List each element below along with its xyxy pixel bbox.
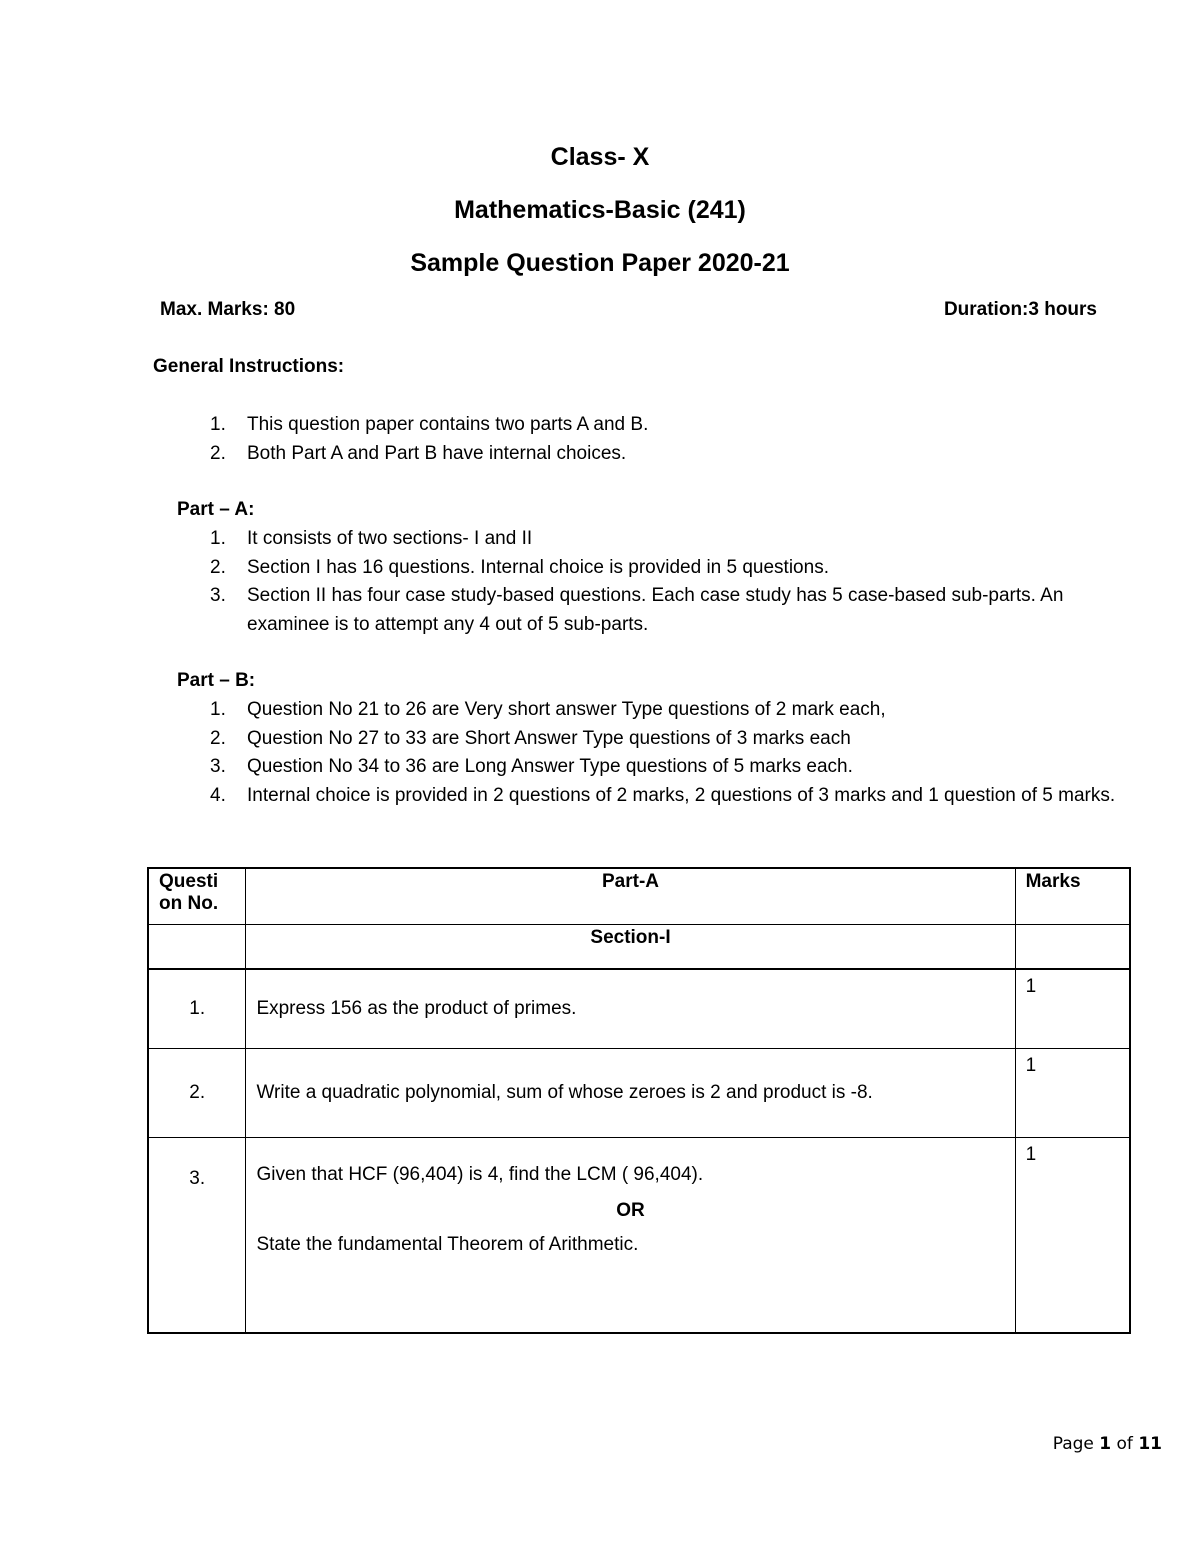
max-marks: Max. Marks: 80 bbox=[160, 299, 296, 320]
part-b-heading: Part – B: bbox=[177, 670, 256, 691]
list-item: 2. Question No 27 to 33 are Short Answer Type questions of 3 marks each bbox=[210, 727, 851, 749]
part-a-heading: Part – A: bbox=[177, 499, 255, 520]
duration: Duration:3 hours bbox=[943, 299, 1097, 320]
list-item: 3. Question No 34 to 36 are Long Answer Type questions of 5 marks each. bbox=[210, 756, 853, 777]
page-total: 11 bbox=[1138, 1434, 1162, 1454]
list-item: 2. Section I has 16 questions. Internal choice is provided in 5 questions. bbox=[210, 556, 829, 578]
question-number: 2. bbox=[148, 1049, 246, 1138]
question-marks: 1 bbox=[1015, 1138, 1130, 1333]
general-instructions-heading: General Instructions: bbox=[153, 356, 345, 377]
list-item: 1. It consists of two sections- I and II bbox=[210, 528, 533, 549]
list-item: 4. Internal choice is provided in 2 questions of 2 marks, 2 questions of 3 marks and 1 question of 5 marks. bbox=[210, 784, 1116, 806]
question-number: 1. bbox=[148, 969, 246, 1049]
list-item: 1. This question paper contains two parts A and B. bbox=[210, 414, 649, 435]
col-header-part: Part-A bbox=[246, 868, 1015, 924]
table-header-row bbox=[148, 868, 1130, 924]
table-row bbox=[148, 969, 1130, 1049]
section-label: Section-I bbox=[246, 924, 1015, 969]
class-title: Class- X bbox=[550, 143, 650, 171]
page-footer bbox=[1053, 1434, 1162, 1454]
table-row bbox=[148, 1138, 1130, 1333]
part-b-list bbox=[190, 696, 1175, 810]
page-label: Page bbox=[1052, 1434, 1094, 1454]
question-marks: 1 bbox=[1015, 969, 1130, 1049]
question-marks: 1 bbox=[1015, 1049, 1130, 1138]
col-header-marks: Marks bbox=[1015, 868, 1130, 924]
page-number: 1 bbox=[1099, 1434, 1112, 1454]
page-of: of bbox=[1116, 1434, 1133, 1454]
question-text: Express 156 as the product of primes. bbox=[246, 969, 1015, 1049]
question-text: Given that HCF (96,404) is 4, find the LCM ( 96,404). bbox=[256, 1164, 704, 1185]
list-item: 3. Section II has four case study-based questions. Each case study has 5 case-based sub-parts. An examinee is to attempt any 4 out of 5 sub-parts. bbox=[210, 585, 1064, 635]
empty-cell bbox=[148, 924, 246, 969]
empty-cell bbox=[1015, 924, 1130, 969]
or-label: OR bbox=[616, 1200, 645, 1221]
question-number: 3. bbox=[148, 1138, 246, 1333]
list-item: 1. Question No 21 to 26 are Very short answer Type questions of 2 mark each, bbox=[210, 699, 886, 720]
alternative-question-text: State the fundamental Theorem of Arithmetic. bbox=[256, 1234, 639, 1255]
question-cell bbox=[246, 1138, 1015, 1333]
section-row bbox=[148, 924, 1130, 969]
question-text: Write a quadratic polynomial, sum of whose zeroes is 2 and product is -8. bbox=[246, 1049, 1015, 1138]
list-item: 2. Both Part A and Part B have internal choices. bbox=[210, 442, 627, 464]
table-row bbox=[148, 1049, 1130, 1138]
general-instructions-list bbox=[190, 411, 648, 468]
col-header-question-no: Questi on No. bbox=[148, 868, 246, 924]
questions-table bbox=[147, 867, 1131, 1334]
subject-title: Mathematics-Basic (241) bbox=[454, 196, 746, 224]
part-a-list bbox=[190, 525, 1150, 639]
paper-title: Sample Question Paper 2020-21 bbox=[410, 249, 790, 277]
